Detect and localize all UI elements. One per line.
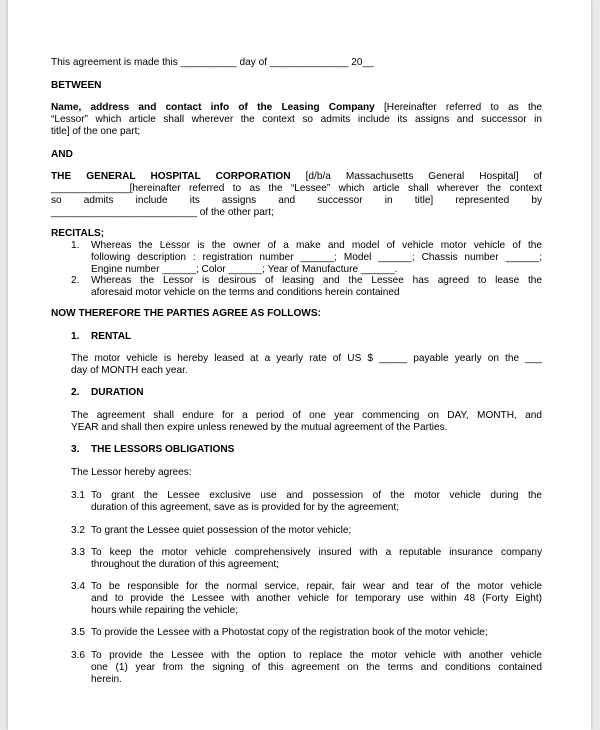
obligation-line: duration of this agreement, save as is provided for by the agreement;	[91, 502, 400, 513]
section-line: The agreement shall endure for a period of one year commencing on DAY, MONTH, and	[71, 410, 542, 421]
recital-line: Whereas the Lessor is the owner of a make and model of vehicle motor vehicle of the	[91, 240, 542, 251]
section-body-rental	[71, 353, 542, 377]
lessor-line1: [Hereinafter referred to as the	[374, 102, 542, 113]
lessor-line2: “Lessor” which article shall wherever the context so admits include its assigns and successor in	[51, 114, 542, 125]
obligation-line: throughout the duration of this agreement;	[91, 559, 279, 570]
recital-line: aforesaid motor vehicle on the terms and conditions herein contained	[91, 287, 400, 298]
obligation-number: 3.4	[71, 581, 86, 592]
section-heading-rental: 1. RENTAL	[71, 331, 132, 342]
lessee-line2: ______________[hereinafter referred to as the “Lessee” which article shall wherever the context	[51, 183, 542, 194]
obligation-3-6	[71, 650, 542, 686]
obligation-line: To grant the Lessee quiet possession of the motor vehicle;	[91, 525, 352, 536]
lessor-paragraph	[51, 102, 542, 138]
obligation-line: hours while repairing the vehicle;	[91, 605, 239, 616]
section-line: day of MONTH each year.	[71, 365, 188, 376]
section-heading-duration: 2. DURATION	[71, 387, 144, 398]
section-body-lessors-obligations: The Lessor hereby agrees:	[71, 467, 192, 478]
obligation-line: one (1) year from the signing of this agreement on the terms and conditions contained	[91, 662, 542, 673]
obligation-3-2	[71, 525, 542, 537]
obligation-line: To provide the Lessee with a Photostat copy of the registration book of the motor vehicle;	[91, 627, 488, 638]
obligation-3-3	[71, 547, 542, 571]
obligation-line: herein.	[91, 674, 122, 685]
section-body-duration	[71, 410, 542, 434]
obligation-line: To keep the motor vehicle comprehensively insured with a reputable insurance company	[91, 547, 542, 558]
and-heading: AND	[51, 149, 73, 160]
lessor-line3: title] of the one part;	[51, 126, 141, 137]
obligation-line: and to provide the Lessee with another vehicle for temporary use within 48 (Forty Eight)	[91, 593, 542, 604]
section-line: YEAR and shall then expire unless renewed by the mutual agreement of the Parties.	[71, 422, 448, 433]
recital-line: Engine number ______; Color ______; Year of Manufacture ______.	[91, 264, 398, 275]
obligation-line: To grant the Lessee exclusive use and possession of the motor vehicle during the	[91, 490, 542, 501]
lessee-paragraph	[51, 171, 542, 219]
lessee-line3: so admits include its assigns and successor in title] represented by	[51, 195, 542, 206]
section-heading-lessors-obligations: 3. THE LESSORS OBLIGATIONS	[71, 444, 235, 455]
obligation-number: 3.6	[71, 650, 86, 661]
obligation-3-4	[71, 581, 542, 617]
lessee-line1: [d/b/a Massachusetts General Hospital] of	[290, 171, 542, 182]
obligation-line: To provide the Lessee with the option to replace the motor vehicle with another vehicle	[91, 650, 542, 661]
recital-line: following description : registration number ______; Model ______; Chassis number ______;	[91, 252, 542, 263]
recital-number: 2.	[71, 275, 80, 286]
document-page	[8, 0, 591, 730]
recital-item-1	[71, 240, 542, 276]
recital-item-2	[71, 275, 542, 299]
intro-line: This agreement is made this __________ day of ______________ 20__	[51, 57, 374, 68]
recital-line: Whereas the Lessor is desirous of leasing and the Lessee has agreed to lease the	[91, 275, 542, 286]
obligation-number: 3.3	[71, 547, 86, 558]
obligation-line: To be responsible for the normal service, repair, fair wear and tear of the motor vehicle	[91, 581, 542, 592]
obligation-3-5	[71, 627, 542, 639]
obligation-number: 3.5	[71, 627, 86, 638]
obligation-number: 3.2	[71, 525, 86, 536]
section-line: The motor vehicle is hereby leased at a yearly rate of US $ _____ payable yearly on the ___	[71, 353, 542, 364]
recitals-heading: RECITALS;	[51, 228, 105, 239]
agree-heading: NOW THEREFORE THE PARTIES AGREE AS FOLLOWS:	[51, 308, 321, 319]
lessee-line4: __________________________ of the other part;	[51, 207, 274, 218]
obligation-3-1	[71, 490, 542, 514]
lessor-name: Name, address and contact info of the Leasing Company	[51, 102, 375, 113]
obligation-number: 3.1	[71, 490, 86, 501]
between-heading: BETWEEN	[51, 80, 102, 91]
recital-number: 1.	[71, 240, 80, 251]
lessee-name: THE GENERAL HOSPITAL CORPORATION	[51, 171, 291, 182]
